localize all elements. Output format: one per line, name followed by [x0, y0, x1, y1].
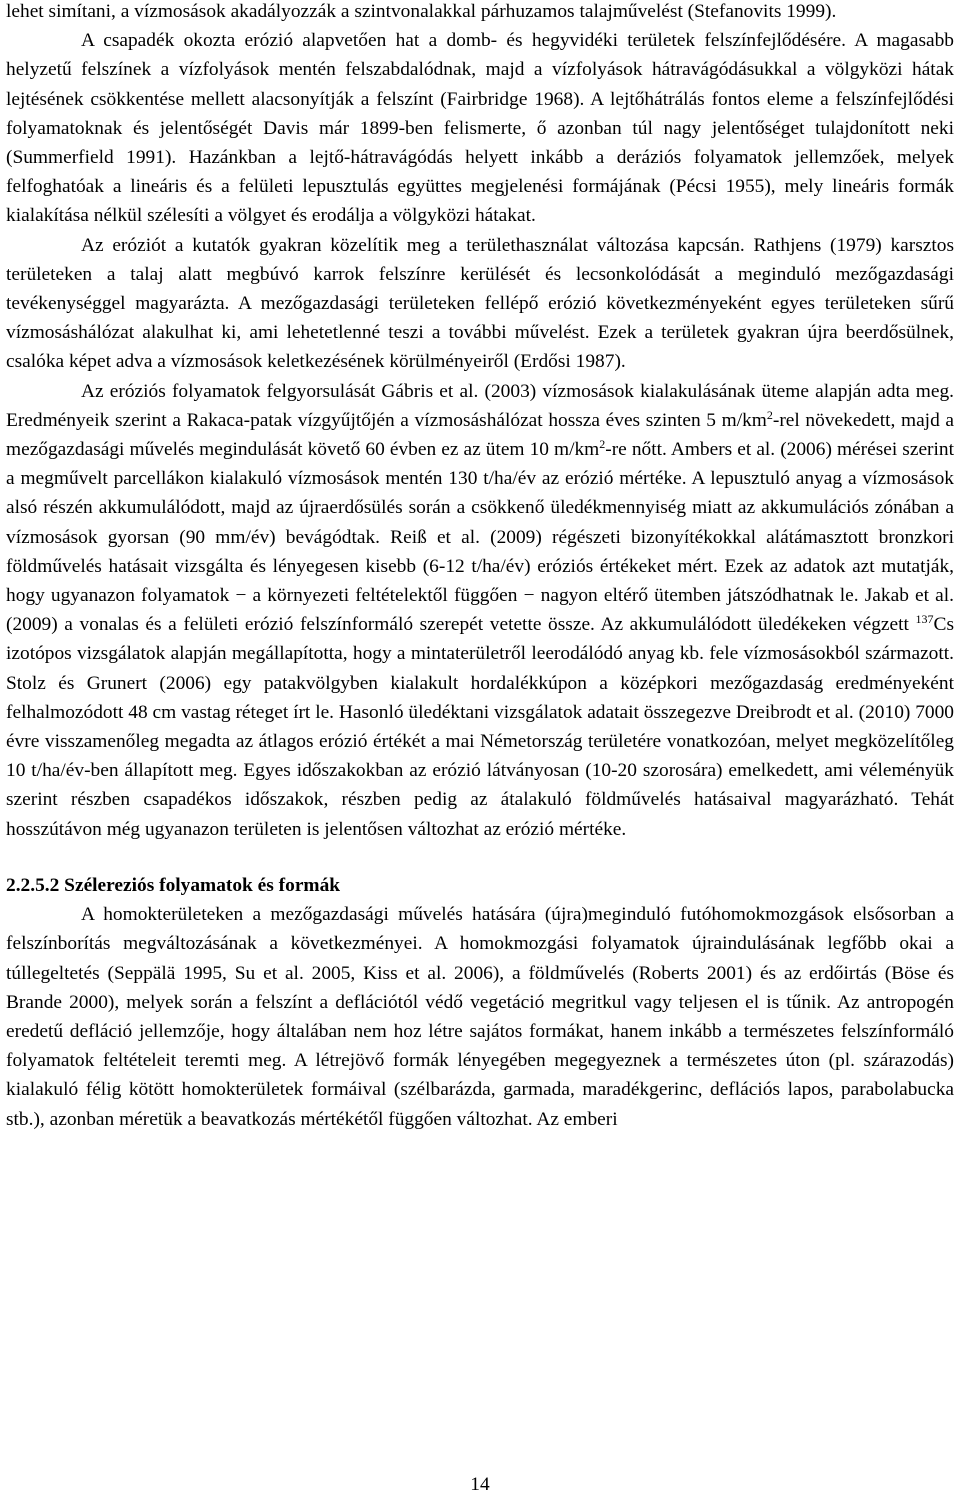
paragraph-land-use-erosion: Az eróziót a kutatók gyakran közelítik meg a területhasználat változása kapcsán. Rathjens (1979) karsztos területeken a talaj alatt megbúvó karrok felszínre kerülését és lecsonkolódását a meginduló mezőgazdasági tevékenységgel magyarázta. A mezőgazdasági területeken fellépő erózió következményeként egyes területeken sűrű vízmosáshálózat alakulhat ki, ami lehetetlenné teszi a további művelést. Ezek a területek gyakran újra beerdősülnek, csalóka képet adva a vízmosások keletkezésének körülményeiről (Erdősi 1987).	[6, 234, 954, 373]
superscript: 2	[766, 407, 773, 422]
paragraph-accelerated-erosion	[6, 377, 954, 844]
superscript: 137	[915, 612, 934, 627]
paragraph-text: Az eróziós folyamatok felgyorsulását Gábris et al. (2003) vízmosások kialakulásának üteme alapján adta meg. Eredményeik szerint a Rakaca-patak vízgyűjtőjén a vízmosáshálózat hossza éves szinten 5 m/km	[6, 380, 954, 431]
paragraph-text: Cs izotópos vizsgálatok alapján megállapította, hogy a mintaterületről leerodálódó anyag kb. fele vízmosásokból származott. Stolz és Grunert (2006) egy patakvölgyben kialakult hordalékkúpon a középkori mezőgazdaság eredményeként felhalmozódott 48 cm vastag réteget írt le. Hasonló üledéktani vizsgálatok adatait összegezve Dreibrodt et al. (2010) 7000 évre visszamenőleg megadta az átlagos erózió értékét a mai Németország területére vonatkozóan, melyet megközelítőleg 10 t/ha/év-ben állapított meg. Egyes időszakokban az erózió látványosan (10-20 szorosára) emelkedett, ami véleményük szerint részben csapadékos időszakok, részben pedig az átalakuló földművelés hatásaival magyarázható. Tehát hosszútávon még ugyanazon területen is jelentősen változhat az erózió mértéke.	[6, 614, 954, 840]
document-page	[6, 0, 954, 1134]
section-heading: 2.2.5.2 Szélereziós folyamatok és formák	[6, 874, 341, 896]
paragraph-continuation: lehet simítani, a vízmosások akadályozzák a szintvonalakkal párhuzamos talajművelést (Stefanovits 1999).	[6, 1, 837, 22]
superscript: 2	[599, 437, 606, 452]
page-number: 14	[470, 1474, 490, 1495]
paragraph-wind-erosion: A homokterületeken a mezőgazdasági művelés hatására (újra)meginduló futóhomokmozgások elsősorban a felszínborítás megváltozásának a következményei. A homokmozgási folyamatok újraindulásának legfőbb okai a túllegeltetés (Seppälä 1995, Su et al. 2005, Kiss et al. 2006), a földművelés (Roberts 2001) és az erdőirtás (Böse és Brande 2000), melyek során a felszínt a deflációtól védő vegetáció megritkul vagy teljesen el is tűnik. Az antropogén eredetű defláció jellemzője, hogy általában nem hoz létre sajátos formákat, hanem inkább a természetes felszínformáló folyamatok feltételeit teremti meg. A létrejövő formák lényegében megegyeznek a természetes úton (pl. szárazodás) kialakuló félig kötött homokterületek formáival (szélbarázda, garmada, maradékgerinc, deflációs lapos, parabolabucka stb.), azonban méretük a beavatkozás mértékétől függően változhat. Az emberi	[6, 904, 954, 1130]
paragraph-text: -rel növekedett, majd a mezőgazdasági művelés megindulását követő 60 évben ez az ütem 10 m/km	[6, 409, 955, 461]
paragraph-erosion-landforms: A csapadék okozta erózió alapvetően hat a domb- és hegyvidéki területek felszínfejlődésére. A magasabb helyzetű felszínek a vízfolyások mentén felszabdalódnak, majd a vízfolyások hátravágódásukkal a völgyközi hátak lejtésének csökkentése mellett alacsonyítják a felszínt (Fairbridge 1968). A lejtőhátrálás fontos eleme a felszínfejlődési folyamatoknak és jelentőségét Davis már 1899-ben felismerte, ő azonban túl nagy jelentőséget tulajdonított neki (Summerfield 1991). Hazánkban a lejtő-hátravágódás helyett inkább a deráziós folyamatok jellemzőek, melyek felfoghatóak a lineáris és a felületi lepusztulás együttes megjelenési formájának (Pécsi 1955), mely lineáris formák kialakítása nélkül szélesíti a völgyet és erodálja a völgyközi hátakat.	[6, 30, 954, 227]
paragraph-text: -re nőtt. Ambers et al. (2006) mérései szerint a megművelt parcellákon kialakuló vízmosások mentén 130 t/ha/év az erózió mértéke. A lepusztuló anyag a vízmosások alsó részén akkumulálódott, majd az újraerdősülés során a csökkenő üledékmennyiség miatt az akkumulációs zónában a vízmosások gyorsan (90 mm/év) bevágódtak. Reiß et al. (2009) régészeti bizonyítékokkal alátámasztott bronzkori földművelés hatásait vizsgálta és lényegesen kisebb (6-12 t/ha/év) eróziós értékeket mért. Ezek az adatok azt mutatják, hogy ugyanazon folyamatok − a környezeti feltételektől függően − nagyon eltérő ütemben játszódhatnak le. Jakab et al. (2009) a vonalas és a felületi erózió felszínformáló szerepét vetette össze. Az akkumulálódott üledékeken végzett	[6, 439, 954, 636]
